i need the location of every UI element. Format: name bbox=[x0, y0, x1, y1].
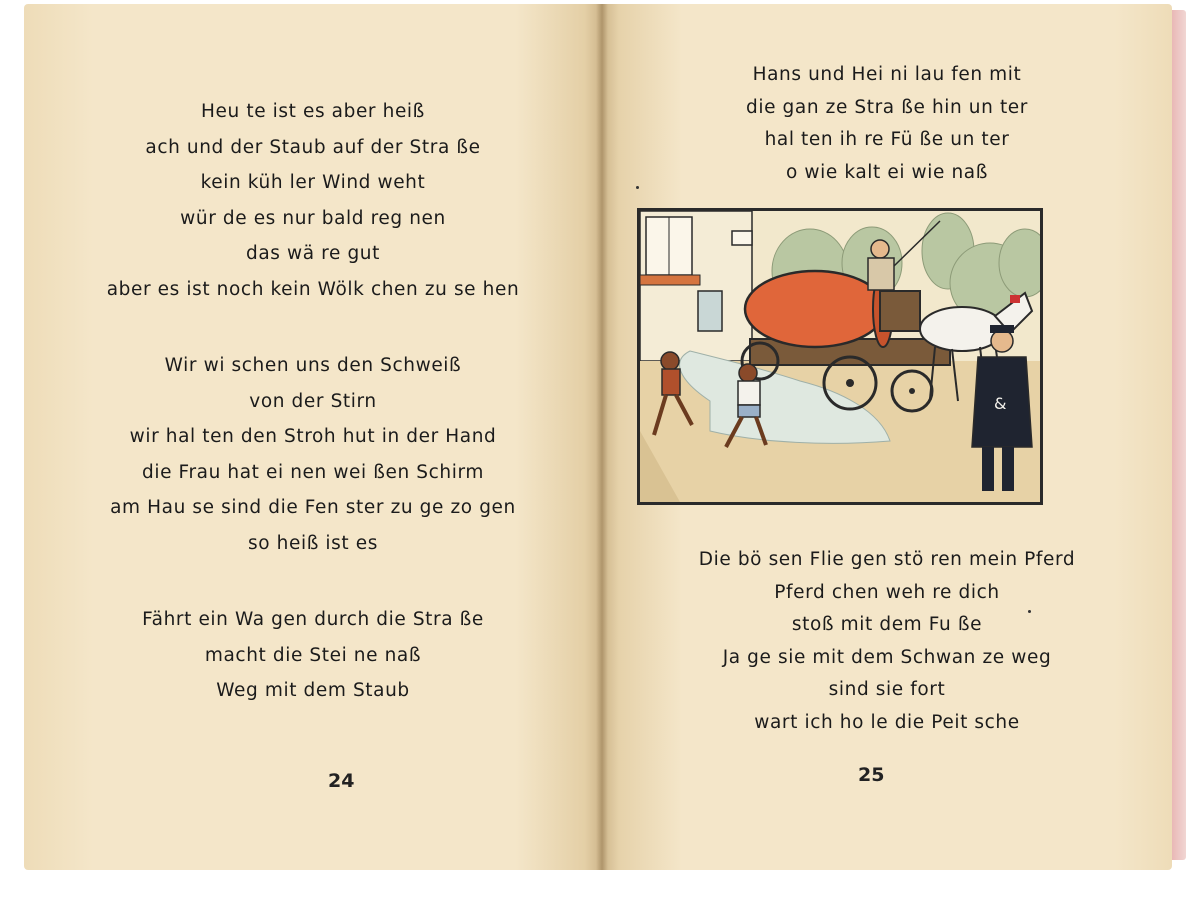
text-line: Fährt ein Wa gen durch die Stra ße bbox=[142, 609, 484, 630]
text-line: Hans und Hei ni lau fen mit bbox=[752, 64, 1022, 85]
left-page-text bbox=[24, 94, 602, 709]
page-number-right: 25 bbox=[858, 764, 885, 786]
text-line: das wä re gut bbox=[246, 243, 380, 264]
building bbox=[640, 211, 752, 361]
text-line: die Frau hat ei nen wei ßen Schirm bbox=[142, 461, 484, 483]
text-line: so heiß ist es bbox=[248, 532, 378, 554]
text-line: Weg mit dem Staub bbox=[216, 680, 410, 701]
text-line: stoß mit dem Fu ße bbox=[791, 614, 983, 635]
text-line: Heu te ist es aber heiß bbox=[201, 101, 425, 122]
text-line: am Hau se sind die Fen ster zu ge zo gen bbox=[110, 497, 516, 518]
text-line: wür de es nur bald reg nen bbox=[180, 207, 446, 229]
text-line: die gan ze Stra ße hin un ter bbox=[746, 96, 1028, 118]
page-edge bbox=[1172, 10, 1186, 860]
text-line: aber es ist noch kein Wölk chen zu se hen bbox=[106, 278, 520, 300]
text-line: ach und der Staub auf der Stra ße bbox=[145, 136, 481, 158]
page-number-left: 24 bbox=[328, 770, 355, 792]
right-page-bottom-text bbox=[602, 544, 1172, 739]
text-line: hal ten ih re Fü ße un ter bbox=[764, 129, 1010, 150]
ink-speck bbox=[636, 186, 639, 189]
text-line: macht die Stei ne naß bbox=[204, 644, 422, 666]
text-line: sind sie fort bbox=[828, 679, 946, 700]
text-line: o wie kalt ei wie naß bbox=[786, 161, 988, 183]
ink-speck bbox=[1028, 610, 1031, 613]
left-page bbox=[24, 4, 602, 870]
book-gutter bbox=[596, 4, 608, 870]
street-illustration bbox=[637, 208, 1043, 505]
svg-text:&: & bbox=[994, 394, 1007, 413]
text-line: kein küh ler Wind weht bbox=[200, 172, 426, 193]
text-line: von der Stirn bbox=[249, 390, 377, 412]
text-line: wart ich ho le die Peit sche bbox=[754, 711, 1020, 733]
text-line: Pferd chen weh re dich bbox=[774, 581, 1000, 603]
text-line: Die bö sen Flie gen stö ren mein Pferd bbox=[698, 549, 1076, 570]
water-cart-scene bbox=[640, 211, 1040, 502]
text-line: Ja ge sie mit dem Schwan ze weg bbox=[722, 646, 1052, 668]
text-line: Wir wi schen uns den Schweiß bbox=[164, 355, 462, 376]
right-page-top-text bbox=[602, 59, 1172, 189]
text-line: wir hal ten den Stroh hut in der Hand bbox=[129, 426, 497, 447]
